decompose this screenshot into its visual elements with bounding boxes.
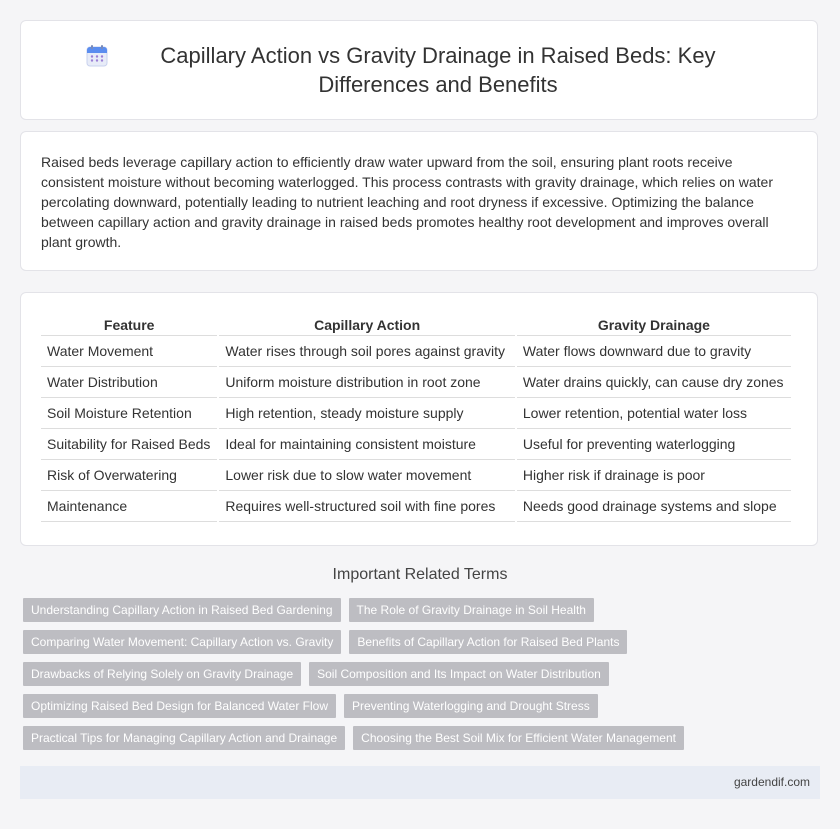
table-row — [41, 429, 791, 460]
table-cell: Uniform moisture distribution in root zone — [219, 367, 515, 398]
table-cell: Requires well-structured soil with fine pores — [219, 491, 515, 522]
intro-text: Raised beds leverage capillary action to efficiently draw water upward from the soil, ensuring plant roots receive consistent moisture without becoming waterlogged. This process contrasts with gravity drainage, which relies on water percolating downward, potentially leading to nutrient leaching and root dryness if excessive. Optimizing the balance between capillary action and gravity drainage in raised beds promotes healthy root development and improves overall plant growth. — [41, 154, 773, 250]
table-cell: Water Distribution — [41, 367, 217, 398]
related-term-link[interactable]: Optimizing Raised Bed Design for Balanced Water Flow — [23, 694, 336, 718]
related-term-link[interactable]: Soil Composition and Its Impact on Water Distribution — [309, 662, 609, 686]
calendar-icon — [85, 44, 109, 68]
related-term-link[interactable]: Comparing Water Movement: Capillary Action vs. Gravity — [23, 630, 341, 654]
table-cell: Higher risk if drainage is poor — [517, 460, 791, 491]
column-header: Gravity Drainage — [517, 313, 791, 336]
table-cell: Water flows downward due to gravity — [517, 336, 791, 367]
related-term-link[interactable]: The Role of Gravity Drainage in Soil Health — [349, 598, 594, 622]
table-row — [41, 460, 791, 491]
related-term-link[interactable]: Preventing Waterlogging and Drought Stress — [344, 694, 598, 718]
table-cell: Water Movement — [41, 336, 217, 367]
table-cell: Risk of Overwatering — [41, 460, 217, 491]
table-cell: Ideal for maintaining consistent moisture — [219, 429, 515, 460]
table-cell: Maintenance — [41, 491, 217, 522]
column-header: Feature — [41, 313, 217, 336]
table-cell: Suitability for Raised Beds — [41, 429, 217, 460]
table-cell: High retention, steady moisture supply — [219, 398, 515, 429]
related-term-link[interactable]: Choosing the Best Soil Mix for Efficient Water Management — [353, 726, 684, 750]
column-header: Capillary Action — [219, 313, 515, 336]
related-terms-list — [23, 598, 823, 758]
table-row — [41, 336, 791, 367]
table-cell: Soil Moisture Retention — [41, 398, 217, 429]
footer-site-link[interactable]: gardendif.com — [733, 775, 810, 789]
comparison-table — [39, 313, 793, 522]
related-term-link[interactable]: Benefits of Capillary Action for Raised Bed Plants — [349, 630, 627, 654]
table-cell: Useful for preventing waterlogging — [517, 429, 791, 460]
table-row — [41, 398, 791, 429]
related-term-link[interactable]: Practical Tips for Managing Capillary Action and Drainage — [23, 726, 345, 750]
table-cell: Water rises through soil pores against gravity — [219, 336, 515, 367]
table-header-row — [41, 313, 791, 336]
related-terms-title: Important Related Terms — [332, 566, 508, 583]
related-term-link[interactable]: Understanding Capillary Action in Raised Bed Gardening — [23, 598, 341, 622]
table-row — [41, 367, 791, 398]
title-wrap — [69, 41, 769, 99]
related-term-link[interactable]: Drawbacks of Relying Solely on Gravity Drainage — [23, 662, 301, 686]
page-title: Capillary Action vs Gravity Drainage in Raised Beds: Key Differences and Benefits — [160, 43, 716, 97]
table-cell: Water drains quickly, can cause dry zones — [517, 367, 791, 398]
header-card — [20, 20, 818, 120]
table-row — [41, 491, 791, 522]
table-cell: Lower retention, potential water loss — [517, 398, 791, 429]
comparison-table-card — [20, 292, 818, 546]
table-cell: Lower risk due to slow water movement — [219, 460, 515, 491]
footer — [20, 766, 820, 799]
table-cell: Needs good drainage systems and slope — [517, 491, 791, 522]
intro-card — [20, 131, 818, 271]
